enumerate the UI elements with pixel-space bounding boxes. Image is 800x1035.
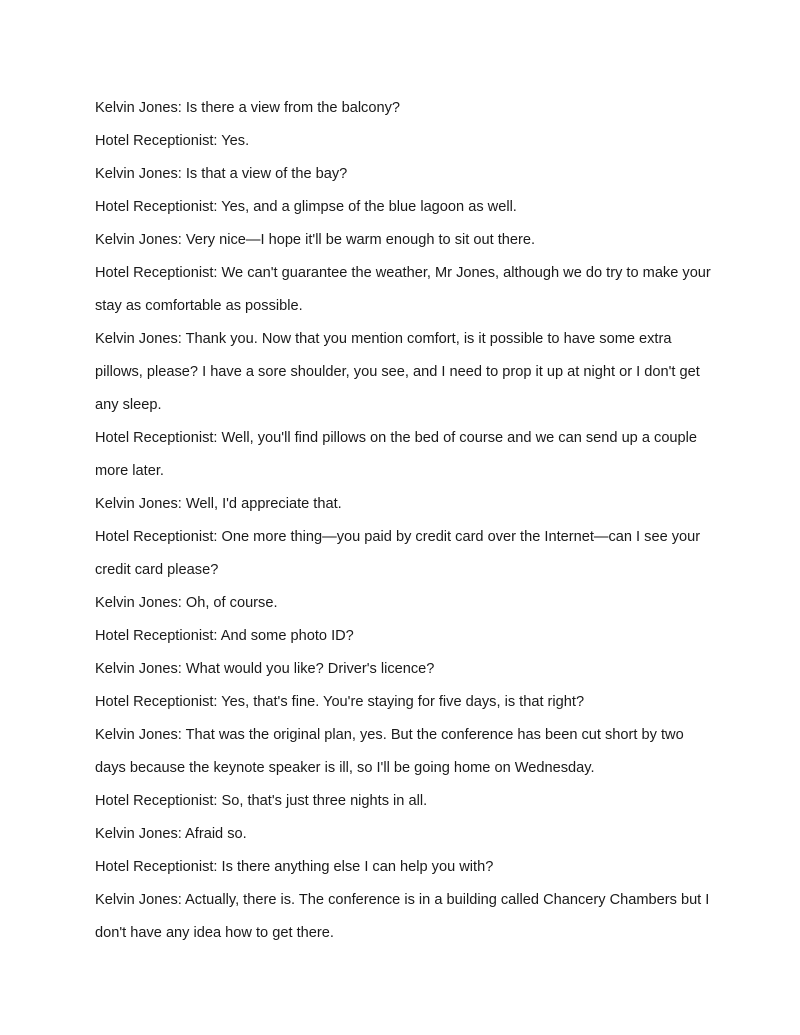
dialogue-line: Hotel Receptionist: Yes, and a glimpse of the blue lagoon as well. — [95, 199, 517, 215]
dialogue-line: Hotel Receptionist: Yes. — [95, 133, 250, 149]
dialogue-line: Hotel Receptionist: One more thing—you paid by credit card over the Internet—can I see your credit card please? — [95, 529, 701, 578]
dialogue-line: Kelvin Jones: That was the original plan, yes. But the conference has been cut short by two days because the keynote speaker is ill, so I'll be going home on Wednesday. — [95, 727, 684, 776]
dialogue-line: Kelvin Jones: Actually, there is. The conference is in a building called Chancery Chambers but I don't have any idea how to get there. — [95, 892, 710, 941]
dialogue-line: Kelvin Jones: Thank you. Now that you mention comfort, is it possible to have some extra pillows, please? I have a sore shoulder, you see, and I need to prop it up at night or I don't get any sleep. — [95, 331, 700, 413]
dialogue-line: Hotel Receptionist: We can't guarantee the weather, Mr Jones, although we do try to make your stay as comfortable as possible. — [95, 265, 711, 314]
dialogue-line: Hotel Receptionist: Yes, that's fine. You're staying for five days, is that right? — [95, 694, 585, 710]
dialogue-text — [95, 92, 715, 950]
dialogue-line: Hotel Receptionist: And some photo ID? — [95, 628, 354, 644]
dialogue-line: Kelvin Jones: Oh, of course. — [95, 595, 278, 611]
dialogue-line: Kelvin Jones: Afraid so. — [95, 826, 247, 842]
dialogue-line: Kelvin Jones: Is that a view of the bay? — [95, 166, 348, 182]
dialogue-line: Kelvin Jones: Well, I'd appreciate that. — [95, 496, 342, 512]
dialogue-line: Hotel Receptionist: So, that's just three nights in all. — [95, 793, 428, 809]
dialogue-line: Kelvin Jones: Very nice—I hope it'll be warm enough to sit out there. — [95, 232, 536, 248]
dialogue-line: Hotel Receptionist: Is there anything else I can help you with? — [95, 859, 494, 875]
dialogue-line: Hotel Receptionist: Well, you'll find pillows on the bed of course and we can send up a couple more later. — [95, 430, 698, 479]
dialogue-line: Kelvin Jones: Is there a view from the balcony? — [95, 100, 401, 116]
dialogue-line: Kelvin Jones: What would you like? Driver's licence? — [95, 661, 435, 677]
